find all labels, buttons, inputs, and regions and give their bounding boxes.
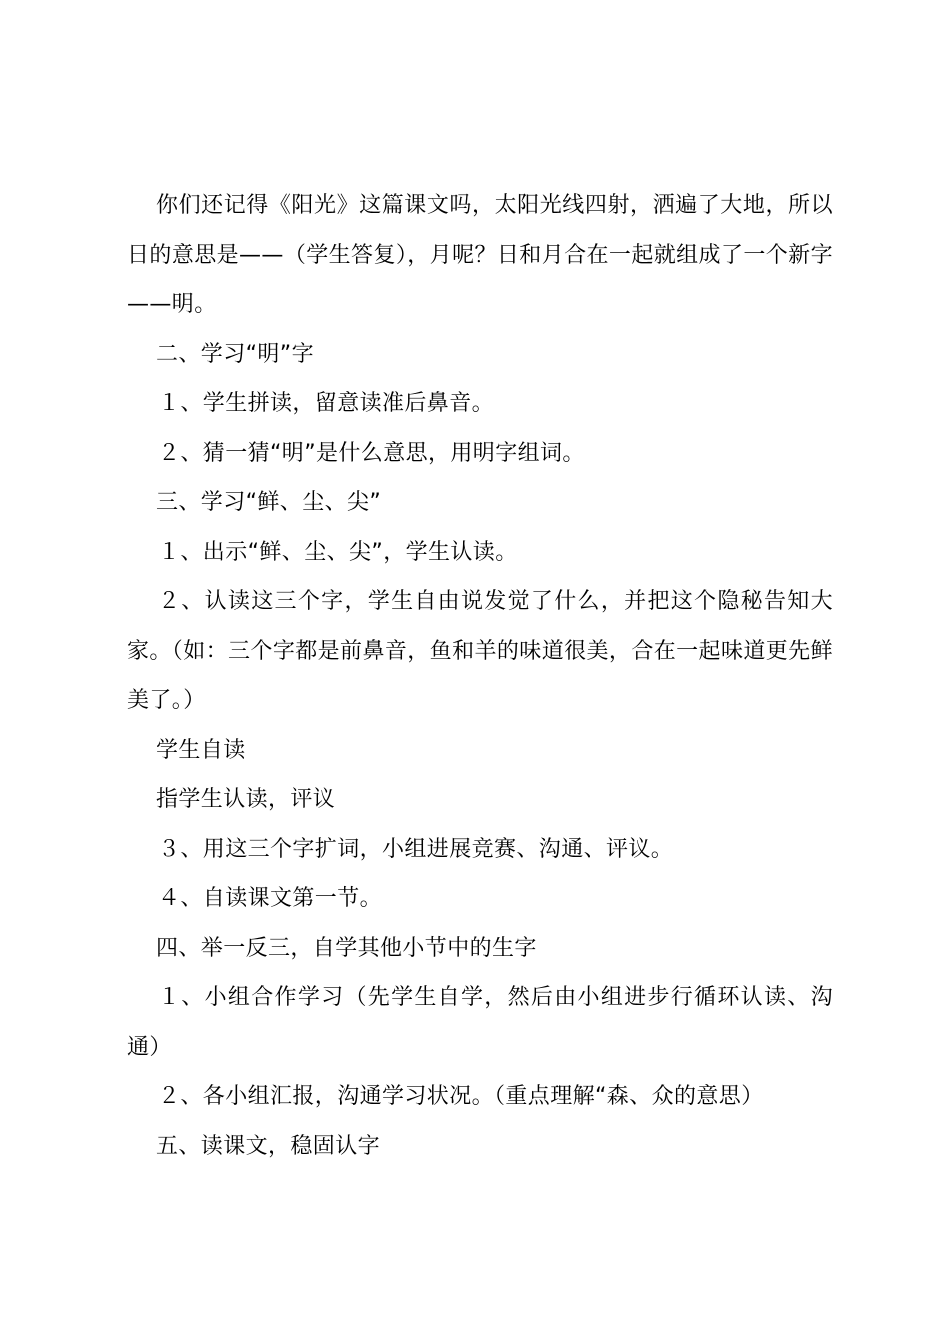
list-item: １、小组合作学习（先学生自学，然后由小组进步行循环认读、沟通） [127, 985, 833, 1060]
list-item: ４、自读课文第一节。 [158, 886, 383, 911]
list-item: ２、认读这三个字，学生自由说发觉了什么，并把这个隐秘告知大家。（如：三个字都是前鼻音，鱼和羊的味道很美，合在一起味道更先鲜美了。） [127, 589, 833, 713]
paragraph: 指学生认读，评议 [156, 787, 336, 812]
document-body [127, 181, 833, 1171]
list-item: １、学生拼读，留意读准后鼻音。 [158, 391, 495, 416]
list-item: ３、用这三个字扩词，小组进展竞赛、沟通、评议。 [158, 836, 674, 862]
section-heading-4: 四、举一反三，自学其他小节中的生字 [156, 935, 537, 961]
list-item: ２、猜一猜“明”是什么意思，用明字组词。 [158, 440, 585, 466]
paragraph: 学生自读 [156, 737, 246, 763]
section-heading-3: 三、学习“鲜、尘、尖” [156, 490, 382, 515]
list-item: ２、各小组汇报，沟通学习状况。（重点理解“森、众的意思） [158, 1084, 764, 1109]
section-heading-5: 五、读课文，稳固认字 [156, 1133, 381, 1159]
list-item: １、出示“鲜、尘、尖”，学生认读。 [158, 539, 518, 565]
paragraph-intro: 你们还记得《阳光》这篇课文吗，太阳光线四射，洒遍了大地，所以日的意思是——（学生答复），月呢？日和月合在一起就组成了一个新字——明。 [127, 193, 833, 317]
section-heading-2: 二、学习“明”字 [156, 341, 314, 367]
